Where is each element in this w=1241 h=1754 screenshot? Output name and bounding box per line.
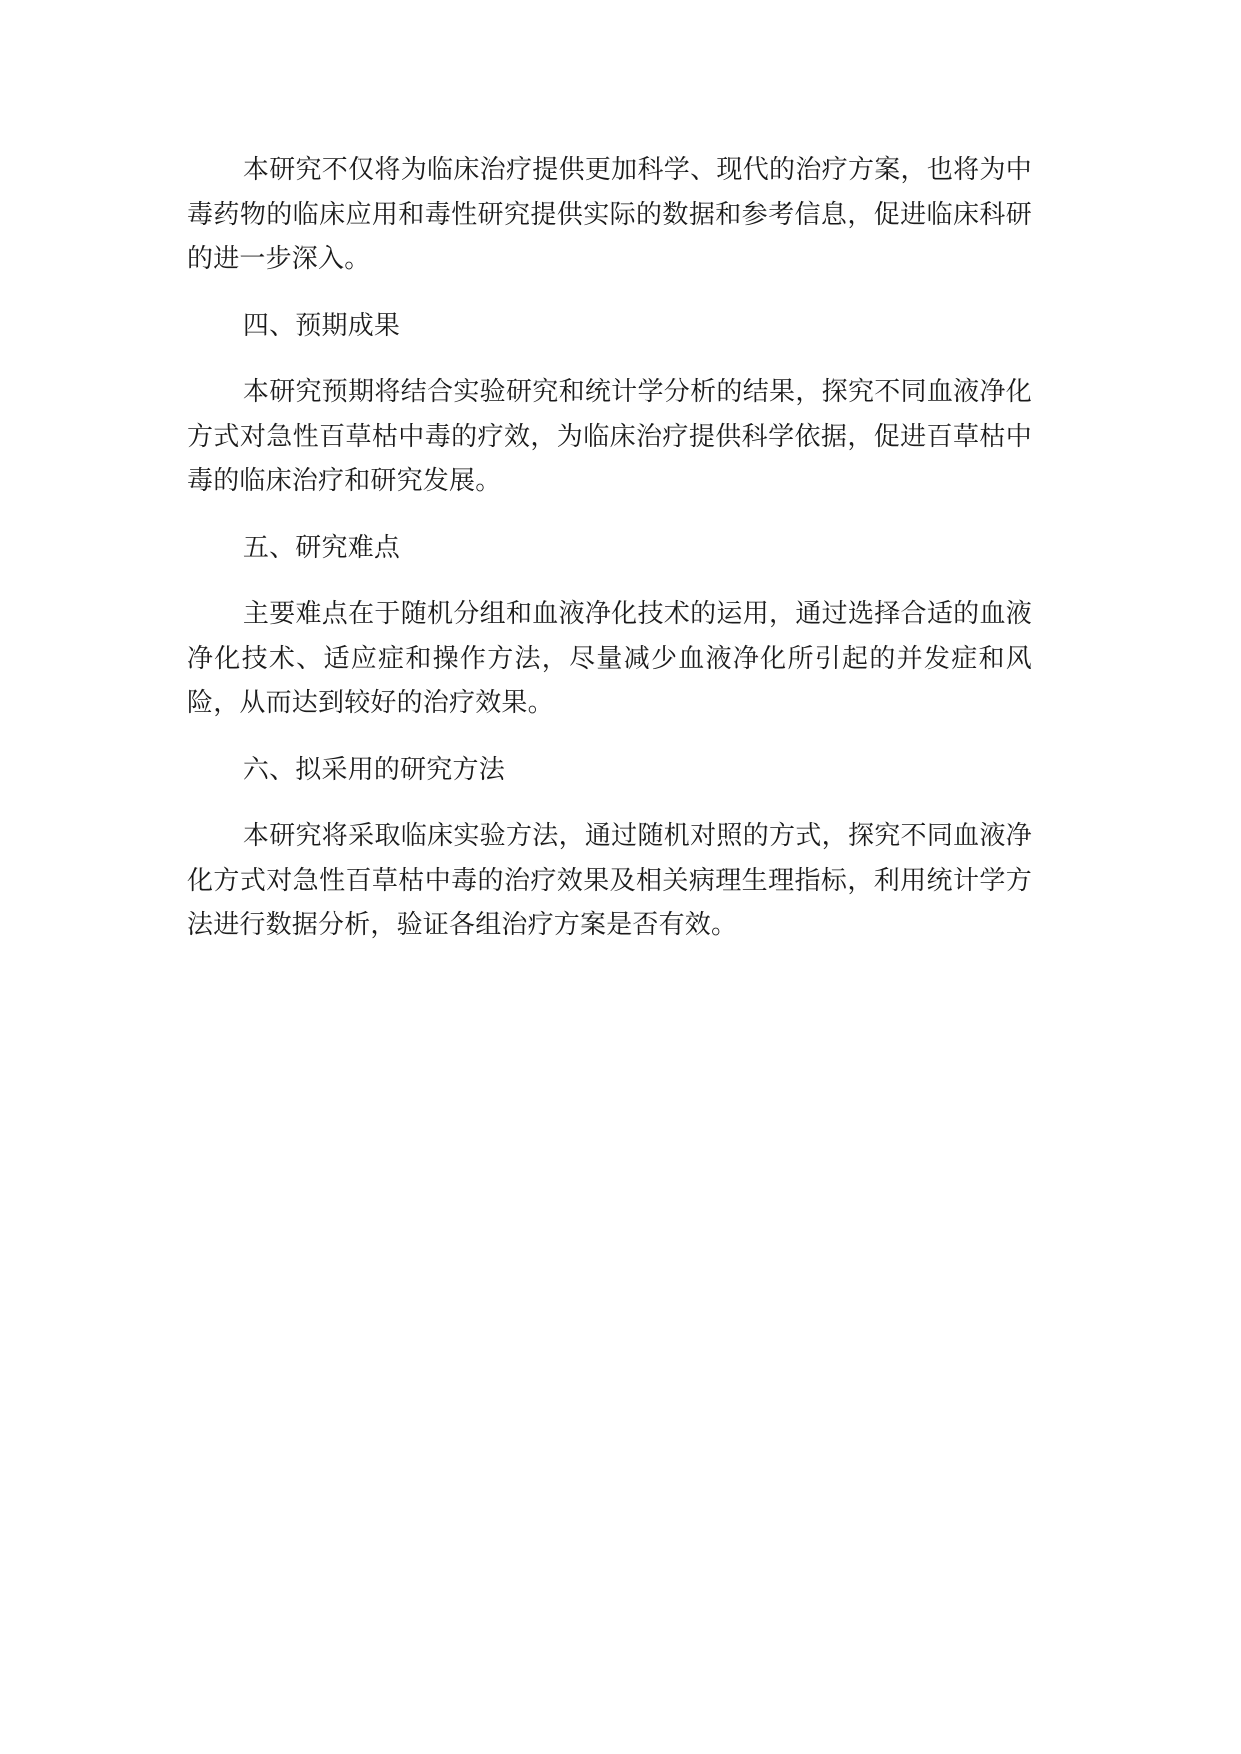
document-body xyxy=(187,148,1032,970)
heading-research-difficulties: 五、研究难点 xyxy=(242,532,401,563)
heading-research-methods: 六、拟采用的研究方法 xyxy=(242,754,505,785)
paragraph-research-methods: 本研究将采取临床实验方法，通过随机对照的方式，探究不同血液净化方式对急性百草枯中毒的治疗效果及相关病理生理指标，利用统计学方法进行数据分析，验证各组治疗方案是否有效。 xyxy=(187,821,1032,940)
paragraph-research-difficulties: 主要难点在于随机分组和血液净化技术的运用，通过选择合适的血液净化技术、适应症和操作方法，尽量减少血液净化所引起的并发症和风险，从而达到较好的治疗效果。 xyxy=(187,599,1032,718)
heading-expected-results: 四、预期成果 xyxy=(242,310,401,341)
paragraph-research-significance: 本研究不仅将为临床治疗提供更加科学、现代的治疗方案，也将为中毒药物的临床应用和毒性研究提供实际的数据和参考信息，促进临床科研的进一步深入。 xyxy=(187,155,1032,274)
paragraph-expected-results: 本研究预期将结合实验研究和统计学分析的结果，探究不同血液净化方式对急性百草枯中毒的疗效，为临床治疗提供科学依据，促进百草枯中毒的临床治疗和研究发展。 xyxy=(187,377,1032,496)
